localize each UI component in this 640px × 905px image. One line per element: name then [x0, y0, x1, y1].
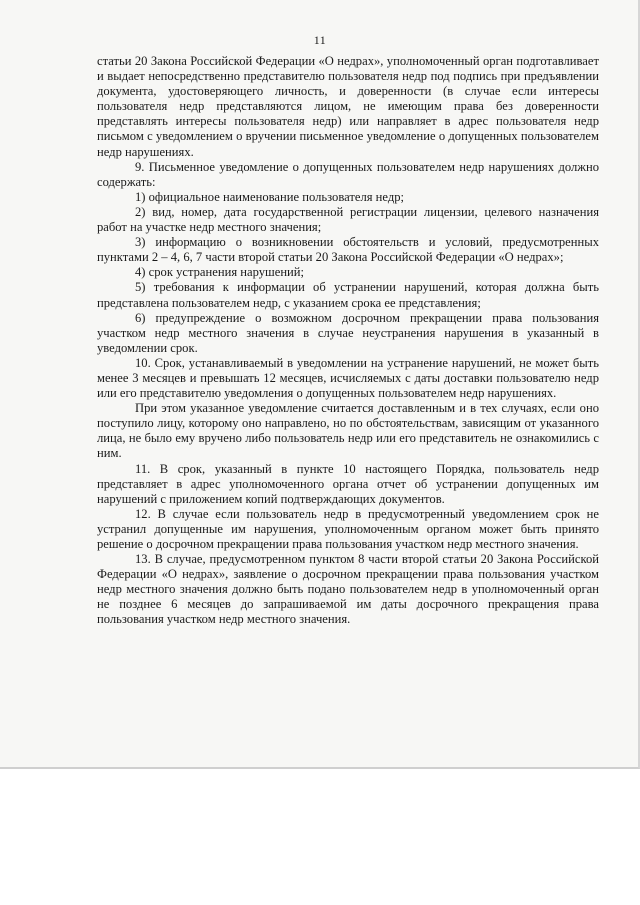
subitem-4: 4) срок устранения нарушений;: [135, 265, 305, 280]
subitem-6: 6) предупреждение о возможном досрочном прекращении права пользования участком недр местного значения в случае неустранения нарушения в указанный в уведомлении срок.: [97, 310, 599, 355]
page-number: 11: [313, 33, 327, 47]
paragraph-item-9: 9. Письменное уведомление о допущенных пользователем недр нарушениях должно содержать:: [97, 159, 599, 189]
subitem-5: 5) требования к информации об устранении нарушений, которая должна быть представлена пользователем недр, с указанием срока ее представления;: [97, 280, 599, 310]
paragraph-item-12: 12. В случае если пользователь недр в предусмотренный уведомлением срок не устранил допущенные им нарушения, уполномоченным органом может быть принято решение о досрочном прекращении права пользования участком недр местного значения.: [97, 506, 599, 551]
paragraph-item-11: 11. В срок, указанный в пункте 10 настоящего Порядка, пользователь недр представляет в адрес уполномоченного органа отчет об устранении допущенных им нарушений с приложением копий подтверждающих документов.: [97, 461, 599, 506]
document-body: [97, 54, 599, 628]
paragraph-item-13: 13. В случае, предусмотренном пунктом 8 части второй статьи 20 Закона Российской Федерации «О недрах», заявление о досрочном прекращении права пользования участком недр местного значения должно быть подано пользователем недр в уполномоченный орган не позднее 6 месяцев до запрашиваемой им даты досрочного прекращения права пользования участком недр местного значения.: [97, 552, 599, 627]
subitem-1: 1) официальное наименование пользователя недр;: [135, 189, 405, 204]
paragraph-item-10: 10. Срок, устанавливаемый в уведомлении на устранение нарушений, не может быть менее 3 месяцев и превышать 12 месяцев, исчисляемых с даты доставки пользователю недр или его представителю уведомления о допущенных пользователем недр нарушениях.: [97, 355, 599, 401]
subitem-3: 3) информацию о возникновении обстоятельств и условий, предусмотренных пунктами 2 – 4, 6, 7 части второй статьи 20 Закона Российской Федерации «О недрах»;: [97, 235, 599, 265]
subitem-2: 2) вид, номер, дата государственной регистрации лицензии, целевого назначения работ на участке недр местного значения;: [97, 204, 599, 235]
paragraph-item-10-note: При этом указанное уведомление считается доставленным и в тех случаях, если оно поступило лицу, которому оно направлено, но по обстоятельствам, зависящим от указанного лица, не было ему вручено либо пользователь недр или его представитель не ознакомились с ним.: [97, 401, 599, 461]
paragraph-continuation: статьи 20 Закона Российской Федерации «О недрах», уполномоченный орган подготавливает и выдает непосредственно представителю пользователя недр под подпись при предъявлении документа, удостоверяющего личность, и доверенности (в случае если интересы пользователя недр представляются лицом, не имеющим права без доверенности представлять интересы пользователя недр) или направляет в адрес пользователя недр письмом с уведомлением о вручении письменное уведомление о допущенных пользователем недр нарушениях.: [97, 54, 599, 159]
